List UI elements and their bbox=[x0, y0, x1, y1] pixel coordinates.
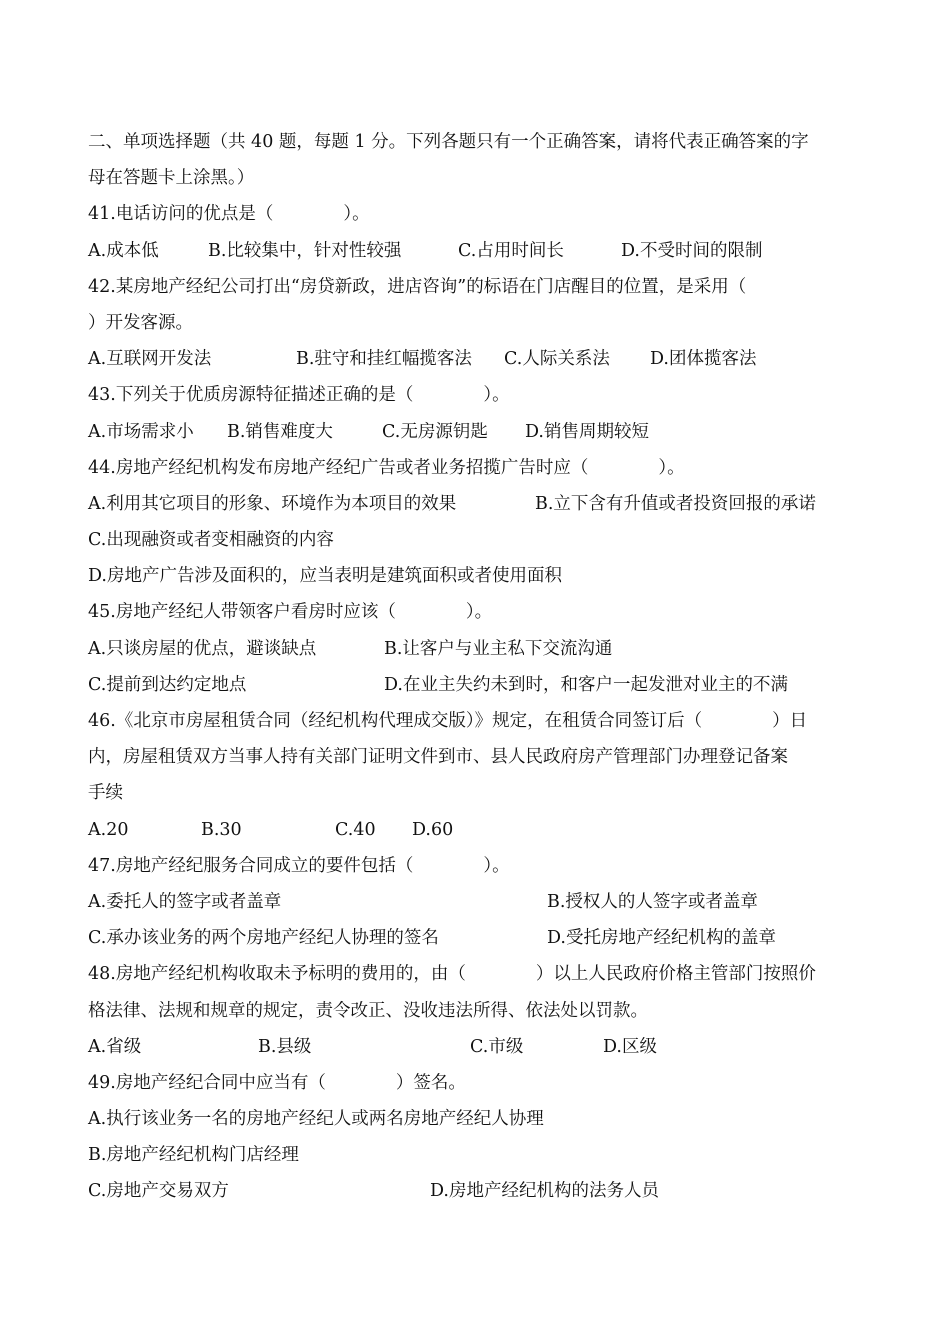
question-49-stem: 49.房地产经纪合同中应当有（ ）签名。 bbox=[88, 1072, 466, 1093]
option-b: B.驻守和挂红幅揽客法 bbox=[296, 349, 472, 370]
question-45-options-ab bbox=[88, 631, 868, 667]
question-48-stem: 48.房地产经纪机构收取未予标明的费用的，由（ ）以上人民政府价格主管部门按照价 bbox=[88, 964, 816, 985]
question-46-stem: 46.《北京市房屋租赁合同（经纪机构代理成交版）》规定，在租赁合同签订后（ ）日 bbox=[88, 711, 808, 731]
question-47-stem: 47.房地产经纪服务合同成立的要件包括（ ）。 bbox=[88, 855, 510, 876]
option-a: A.执行该业务一名的房地产经纪人或两名房地产经纪人协理 bbox=[88, 1109, 544, 1130]
question-47-options-cd bbox=[88, 920, 868, 956]
option-a: A.20 bbox=[88, 819, 129, 840]
section-heading-cont: 母在答题卡上涂黑。） bbox=[88, 168, 255, 189]
option-c: C.无房源钥匙 bbox=[382, 421, 488, 442]
option-d: D.房地产广告涉及面积的，应当表明是建筑面积或者使用面积 bbox=[88, 566, 562, 587]
option-d: D.区级 bbox=[603, 1036, 657, 1057]
option-a: A.只谈房屋的优点，避谈缺点 bbox=[88, 638, 317, 659]
option-c: C.占用时间长 bbox=[458, 240, 564, 261]
option-d: D.不受时间的限制 bbox=[621, 240, 763, 261]
question-48-options bbox=[88, 1029, 868, 1065]
question-45-stem: 45.房地产经纪人带领客户看房时应该（ ）。 bbox=[88, 602, 493, 623]
option-d: D.销售周期较短 bbox=[525, 421, 649, 442]
question-43-stem: 43.下列关于优质房源特征描述正确的是（ ）。 bbox=[88, 385, 510, 406]
option-c: C.房地产交易双方 bbox=[88, 1181, 229, 1202]
question-46-options bbox=[88, 812, 868, 848]
question-41-options bbox=[88, 233, 868, 269]
option-a: A.委托人的签字或者盖章 bbox=[88, 891, 282, 912]
option-c: C.40 bbox=[335, 819, 376, 840]
option-a: A.成本低 bbox=[88, 240, 159, 261]
option-b: B.县级 bbox=[258, 1036, 312, 1057]
option-c: C.出现融资或者变相融资的内容 bbox=[88, 530, 334, 551]
question-42-stem: 42.某房地产经纪公司打出“房贷新政，进店咨询”的标语在门店醒目的位置，是采用（ bbox=[88, 276, 747, 297]
option-b: B.让客户与业主私下交流沟通 bbox=[384, 638, 613, 659]
question-43-options bbox=[88, 414, 868, 450]
option-c: C.提前到达约定地点 bbox=[88, 674, 247, 695]
option-d: D.受托房地产经纪机构的盖章 bbox=[547, 928, 776, 949]
exam-page bbox=[88, 124, 868, 1210]
question-42-options bbox=[88, 341, 868, 377]
option-b: B.立下含有升值或者投资回报的承诺 bbox=[535, 493, 816, 514]
option-b: B.房地产经纪机构门店经理 bbox=[88, 1145, 299, 1166]
option-a: A.互联网开发法 bbox=[88, 349, 212, 370]
question-42-stem-cont: ）开发客源。 bbox=[88, 312, 193, 333]
option-d: D.60 bbox=[412, 819, 454, 840]
question-44-options-ab bbox=[88, 486, 868, 522]
option-c: C.市级 bbox=[470, 1036, 524, 1057]
option-d: D.房地产经纪机构的法务人员 bbox=[430, 1181, 659, 1202]
option-d: D.在业主失约未到时，和客户一起发泄对业主的不满 bbox=[384, 674, 788, 695]
option-d: D.团体揽客法 bbox=[650, 349, 757, 370]
option-a: A.利用其它项目的形象、环境作为本项目的效果 bbox=[88, 493, 457, 514]
option-b: B.授权人的人签字或者盖章 bbox=[547, 891, 758, 912]
question-46-stem-cont: 内，房屋租赁双方当事人持有关部门证明文件到市、县人民政府房产管理部门办理登记备案 bbox=[88, 747, 788, 768]
question-44-stem: 44.房地产经纪机构发布房地产经纪广告或者业务招揽广告时应（ ）。 bbox=[88, 457, 685, 478]
question-45-options-cd bbox=[88, 667, 868, 703]
option-c: C.人际关系法 bbox=[504, 349, 610, 370]
option-c: C.承办该业务的两个房地产经纪人协理的签名 bbox=[88, 928, 439, 949]
section-heading: 二、单项选择题（共 40 题，每题 1 分。下列各题只有一个正确答案，请将代表正确答案的字 bbox=[88, 132, 809, 152]
option-a: A.市场需求小 bbox=[88, 421, 194, 442]
option-b: B.30 bbox=[201, 819, 242, 840]
option-b: B.比较集中，针对性较强 bbox=[208, 240, 402, 261]
question-49-options-cd bbox=[88, 1173, 868, 1209]
question-47-options-ab bbox=[88, 884, 868, 920]
question-48-stem-cont: 格法律、法规和规章的规定，责令改正、没收违法所得、依法处以罚款。 bbox=[88, 1000, 648, 1021]
option-b: B.销售难度大 bbox=[227, 421, 333, 442]
option-a: A.省级 bbox=[88, 1036, 142, 1057]
question-46-stem-cont2: 手续 bbox=[88, 783, 123, 804]
question-41-stem: 41.电话访问的优点是（ ）。 bbox=[88, 204, 370, 225]
